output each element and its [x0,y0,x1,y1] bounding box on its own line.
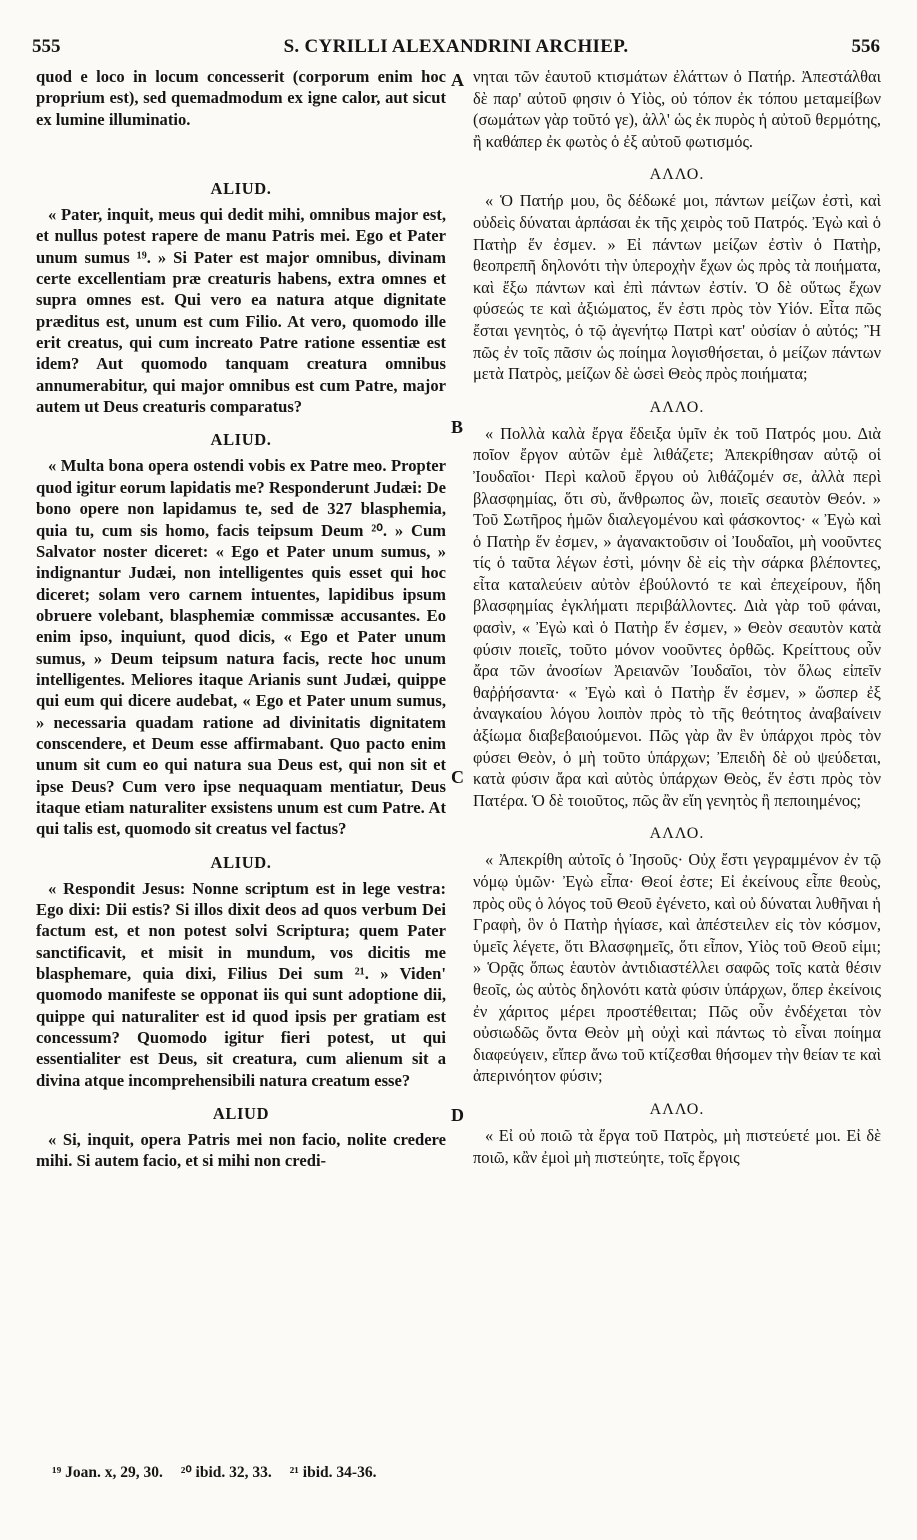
footnote-20: ²⁰ ibid. 32, 33. [180,1464,272,1481]
latin-paragraph-4: « Respondit Jesus: Nonne scriptum est in lege vestra: Ego dixi: Dii estis? Si illos dixit deos ad quos verbum Dei factum est, et non potest solvi Scriptura; quem Pater sanctificavit, et misit in mundum, vos dicitis me blasphemare, quia dixi, Filius Dei sum ²¹. » Viden' quomodo manifeste se opponat iis qui sunt adoptione dii, quippe qui naturaliter est id quod ipsis per gratiam est concessum? Quomodo igitur fieri potest, ut qui essentialiter est Deus, sit creatura, cum alienum sit a divina atque incomprehensibili natura creatum esse? [36,878,446,1090]
margin-letter-b: B [451,417,464,437]
greek-paragraph-2: « Ὁ Πατήρ μου, ὃς δέδωκέ μοι, πάντων μείζων ἐστὶ, καὶ οὐδεὶς δύναται ἁρπάσαι ἐκ τῆς χειρὸς τοῦ Πατρός. Ἐγὼ καὶ ὁ Πατὴρ ἕν ἐσμεν. » Εἰ πάντων μείζων ἐστὶν ὁ Πατὴρ, θεοπρεπῆ δηλονότι τὴν ὑπεροχὴν ἔχων ὡς πρὸς τὰ ποιήματα, καὶ ἔξω πάντων καὶ ἐπὶ πάντων ἐστίν. Ὁ δὲ οὕτως ἔχων φύσεώς τε καὶ ἀξιώματος, ἕν ἐστι πρὸς τὸν Υἱόν. Εἶτα πῶς ἔσται γενητὸς, ὁ τῷ ἀγενήτῳ Πατρὶ κατ' οὐσίαν ὁ αὐτός; Ἢ πῶς ἐν τοῖς πᾶσιν ὡς ποίημα λογισθήσεται, ὁ μείζων πάντων μετὰ Πατρὸς, μείζων δὲ ὡσεὶ Θεὸς πρὸς ποιήματα; [473,191,881,384]
greek-paragraph-5: « Εἰ οὐ ποιῶ τὰ ἔργα τοῦ Πατρὸς, μὴ πιστεύετέ μοι. Εἰ δὲ ποιῶ, κἂν ἐμοὶ μὴ πιστεύητε, τοῖς ἔργοις [473,1125,881,1167]
greek-heading-allo-4: ΑΛΛΟ. [649,1100,705,1118]
greek-heading-allo-2: ΑΛΛΟ. [649,398,705,416]
greek-heading-allo-1: ΑΛΛΟ. [649,166,705,184]
footnotes [52,1463,652,1482]
footnote-21: ²¹ ibid. 34-36. [289,1464,377,1481]
greek-paragraph-3: « Πολλὰ καλὰ ἔργα ἔδειξα ὑμῖν ἐκ τοῦ Πατρός μου. Διὰ ποῖον ἔργον αὐτῶν ἐμὲ λιθάζετε; Ἀπεκρίθησαν αὐτῷ οἱ Ἰουδαῖοι· Περὶ καλοῦ ἔργου οὐ λιθάζομέν σε, ἀλλὰ περὶ βλασφημίας, ὅτι σὺ, ἄνθρωπος ὢν, ποιεῖς σεαυτὸν Θεόν. » Τοῦ Σωτῆρος ἡμῶν διαλεγομένου καὶ φάσκοντος· « Ἐγὼ καὶ ὁ Πατὴρ ἕν ἐσμεν, » ἀγανακτοῦσιν οἱ Ἰουδαῖοι, μὴ νοοῦντες τίς ὁ ταῦτα λέγων ἐστὶ, μόνην δὲ εἰς τὴν σάρκα βλέποντες, εἶτα καταλεύειν αὐτὸν ἐβούλοντό τε καὶ ἐπεχείρουν, ἤδη βλασφημίας ἐγκλήματι περιβάλλοντες. Διὰ γὰρ τοῦ φάναι, φασὶν, « Ἐγὼ καὶ ὁ Πατὴρ ἕν ἐσμεν, » Θεὸν σεαυτὸν κατὰ φύσιν ποιεῖς, τοῦτο μόνον νοοῦντες ὀρθῶς. Κρείττους οὖν ἄρα τῶν ἀνοσίων Ἀρειανῶν Ἰουδαῖοι, τὸν ὅλως εἰπεῖν θαῤῥήσαντα· « Ἐγὼ καὶ ὁ Πατὴρ ἕν ἐσμεν, » ὥσπερ ἐξ ἀναγκαίου λόγου λοιπὸν πρὸς τὸ τῆς θεότητος ἀναβαίνειν ἀξίωμα διαβεβαιούμενοι. Πῶς γὰρ ἂν ἓν ὑπάρχοι πρὸς τὸν φύσει Θεὸν, ὁ μὴ τοῦτο ὑπάρχων; Ἐπειδὴ δὲ οὐ ψεύδεται, κατὰ φύσιν ἄρα καὶ αὐτὸς ὑπάρχων Θεὸς, ἕν ἐστι πρὸς τὸν Πατέρα. Ὁ δὲ τοιοῦτος, πῶς ἂν εἴη γενητὸς ἢ πεποιημένος; [473,423,881,810]
latin-heading-aliud-2: ALIUD. [210,430,272,450]
latin-heading-aliud-4: ALIUD [212,1104,270,1124]
latin-column [36,66,446,1172]
running-title: S. CYRILLI ALEXANDRINI ARCHIEP. [283,36,629,57]
greek-paragraph-4: « Ἀπεκρίθη αὐτοῖς ὁ Ἰησοῦς· Οὐχ ἔστι γεγραμμένον ἐν τῷ νόμῳ ὑμῶν· Ἐγὼ εἶπα· Θεοί ἐστε; Εἰ ἐκείνους εἶπε θεοὺς, πρὸς οὓς ὁ λόγος τοῦ Θεοῦ ἐγένετο, καὶ οὐ δύναται λυθῆναι ἡ Γραφὴ, ὃν ὁ Πατὴρ ἡγίασε, καὶ ἀπέστειλεν εἰς τὸν κόσμον, ὑμεῖς λέγετε, ὅτι Βλασφημεῖς, ὅτι εἶπον, Υἱὸς τοῦ Θεοῦ εἰμι; » Ὁρᾷς ὅπως ἑαυτὸν ἀντιδιαστέλλει σαφῶς τοῖς κατὰ θέσιν θεοῖς, ὡς αὐτὸς δηλονότι κατὰ φύσιν ὑπάρχων, ὅπερ ἐκείνοις ἐν χάριτος μέρει προστέθειται; Πῶς οὖν ἐνδέχεται τὸν οὐσιωδῶς ὄντα Θεὸν μὴ οὐχὶ καὶ πάντως τὸ εἶναι ποίημα διαφεύγειν, εἴπερ ἄνω τοῦ κτίζεσθαι θήσομεν τὴν θείαν τε καὶ ἀπερινόητον φύσιν; [473,850,881,1086]
latin-heading-aliud-3: ALIUD. [210,852,272,872]
footnote-19: ¹⁹ Joan. x, 29, 30. [52,1464,163,1481]
margin-letter-d: D [451,1105,464,1125]
latin-paragraph-5: « Si, inquit, opera Patris mei non facio, nolite credere mihi. Si autem facio, et si mihi non credi- [36,1130,446,1171]
page-number-left: 555 [32,36,61,57]
latin-paragraph-3: « Multa bona opera ostendi vobis ex Patre meo. Propter quod igitur eorum lapidatis me? Responderunt Judæi: De bono opere non lapidamus te, sed de 327 blasphemia, quia tu, cum sis homo, facis teipsum Deum ²⁰. » Cum Salvator noster diceret: « Ego et Pater unum sumus, » indignantur Judæi, non intelligentes quis esset qui hoc diceret; solam vero carnem intuentes, lapidibus ipsum obruere volebant, blasphemiæ commissæ accusantes. Eo enim ipso, inquiunt, quod dicis, « Ego et Pater unum sumus, » Deum teipsum natura facis, recte hoc unum intelligentes. Meliores itaque Arianis sunt Judæi, quippe qui eum qui dicere audebat, « Ego et Pater unum sumus, » necessaria quadam ratione ad divinitatis dignitatem conscendere, et Deum esse affirmabant. Quo pacto enim unum sit cum eo qui natura sua Deus est, qui non sit et ipse Deus? Cum vero ipse nequaquam mentiatur, Deus itaque etiam naturaliter exsistens unum est cum Patre. At qui talis est, quomodo sit creatus vel factus? [36,456,446,839]
latin-heading-aliud-1: ALIUD. [210,179,272,199]
greek-paragraph-1: νηται τῶν ἑαυτοῦ κτισμάτων ἐλάττων ὁ Πατήρ. Ἀπεστάλθαι δὲ παρ' αὐτοῦ φησιν ὁ Υἱὸς, οὐ τόπον ἐκ τόπου μεταμείβων (σωμάτων γὰρ τοῦτό γε), ἀλλ' ὡς ἐκ πυρὸς ἡ αὐτοῦ θερμότης, ἢ καθάπερ ἐκ φωτὸς ὁ ἐξ αὐτοῦ φωτισμός. [473,67,881,151]
latin-paragraph-2: « Pater, inquit, meus qui dedit mihi, omnibus major est, et nullus potest rapere de manu Patris mei. Ego et Pater unum sumus ¹⁹. » Si Pater est major omnibus, divinam certe excellentiam præ creaturis habens, extra omnes et supra omnes est. Qui vero ea natura atque dignitate præditus est, unum est cum Filio. At vero, quomodo ille erit creatus, qui cum increato Patre ratione essentiæ est idem? Aut quomodo tanquam creatura omnibus annumerabitur, qui major omnibus est cum Patre, major autem ut Deus creaturis comparatus? [36,205,446,417]
greek-heading-allo-3: ΑΛΛΟ. [649,825,705,843]
margin-letter-a: A [451,70,464,90]
page-header [32,36,880,60]
latin-paragraph-1: quod e loco in locum concesserit (corporum enim hoc proprium est), sed quemadmodum ex igne calor, aut sicut ex lumine illuminatio. [36,67,446,129]
page-number-right: 556 [851,36,880,57]
margin-letter-c: C [451,767,464,787]
greek-column [473,66,881,1168]
